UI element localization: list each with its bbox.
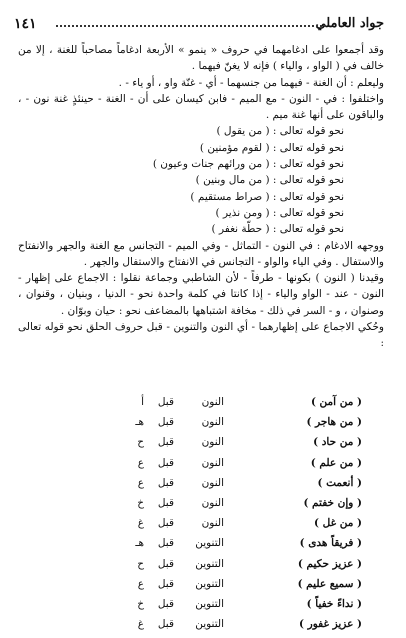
table-row xyxy=(40,578,384,598)
table-example: ( من علم ) xyxy=(310,456,362,469)
table-example: ( من حاد ) xyxy=(313,436,362,449)
paragraph: ووجهه الادغام : في النون - التماثل - وفي الميم - التجانس مع الغنة والجهر والانفتاح والاستفال . وفي الياء والواو - التجانس في الانفتاح والاستفال والجهر . xyxy=(18,239,384,268)
table-example: ( من غل ) xyxy=(314,517,362,530)
table-prep: قبل xyxy=(157,618,174,631)
table-letter: ح xyxy=(137,436,144,449)
table-example: ( وإن خفتم ) xyxy=(303,496,362,509)
table-subject: النون xyxy=(201,456,224,469)
table-subject: النون xyxy=(201,496,224,509)
table-prep: قبل xyxy=(157,476,174,489)
table-row xyxy=(40,618,384,638)
table-row xyxy=(40,436,384,456)
paragraph: وحُكي الاجماع على إظهارهما - أي النون والتنوين - قبل حروف الحلق نحو قوله تعالى : xyxy=(18,321,384,350)
table-subject: النون xyxy=(201,416,224,429)
table-example: ( أنعمت ) xyxy=(317,476,362,489)
table-prep: قبل xyxy=(157,396,174,408)
table-subject: النون xyxy=(201,476,224,489)
example-line: نحو قوله تعالى : ( من ورائهم جنات وعيون ) xyxy=(152,158,344,171)
table-example: ( من هاجر ) xyxy=(306,416,362,429)
table-letter: ح xyxy=(137,557,144,570)
table-row xyxy=(40,396,384,416)
header-dotted-leader xyxy=(56,25,326,27)
table-example: ( نداءً خفياً ) xyxy=(306,597,362,610)
table-letter: خ xyxy=(137,597,144,610)
paragraph: وليعلم : أن الغنة - فيهما من جنسهما - أي - غنّة واو ، أو ياء - . xyxy=(118,76,384,89)
example-line: نحو قوله تعالى : ( حطّة نغفر ) xyxy=(211,223,344,236)
running-header xyxy=(14,16,384,38)
table-letter: ع xyxy=(137,577,144,590)
example-line: نحو قوله تعالى : ( صراط مستقيم ) xyxy=(190,190,344,203)
table-row xyxy=(40,517,384,537)
table-letter: ع xyxy=(137,476,144,489)
paragraph: واختلفوا : في - النون - مع الميم - فابن كيسان على أن - الغنة - حينئذٍ غنة نون - ، والباقون على أنها غنة ميم . xyxy=(18,92,384,122)
table-row xyxy=(40,558,384,578)
table-letter: غ xyxy=(137,517,144,530)
table-prep: قبل xyxy=(157,577,174,590)
example-line: نحو قوله تعالى : ( من مال وبنين ) xyxy=(195,174,344,187)
example-list xyxy=(18,123,384,237)
table-example: ( سميع عليم ) xyxy=(297,577,362,590)
example-line: نحو قوله تعالى : ( ومن نذير ) xyxy=(215,206,344,219)
paragraph: وقد أجمعوا على ادغامهما في حروف « ينمو » الأربعة ادغاماً مصاحباً للغنة ، إلا من خالف في ( الواو ، والياء ) فإنه لا يغنّ فيهما . xyxy=(18,44,384,73)
table-example: ( من آمن ) xyxy=(310,396,362,408)
table-letter: أ xyxy=(141,396,144,408)
header-title: جواد العاملي xyxy=(315,16,384,31)
table-row xyxy=(40,598,384,618)
table-subject: التنوين xyxy=(195,597,224,610)
page-body xyxy=(18,42,384,352)
example-line: نحو قوله تعالى : ( من يقول ) xyxy=(216,125,344,138)
examples-table xyxy=(40,396,384,638)
table-row xyxy=(40,477,384,497)
table-prep: قبل xyxy=(157,557,174,570)
table-subject: النون xyxy=(201,396,224,408)
table-prep: قبل xyxy=(157,517,174,530)
table-prep: قبل xyxy=(157,456,174,469)
table-row xyxy=(40,537,384,557)
example-line: نحو قوله تعالى : ( لقوم مؤمنين ) xyxy=(199,141,344,154)
table-prep: قبل xyxy=(157,416,174,429)
table-subject: التنوين xyxy=(195,557,224,570)
table-prep: قبل xyxy=(157,597,174,610)
table-letter: هـ xyxy=(135,537,144,550)
table-prep: قبل xyxy=(157,436,174,449)
table-row xyxy=(40,497,384,517)
table-letter: ع xyxy=(137,456,144,469)
page-number: ١٤١ xyxy=(14,16,37,32)
table-subject: التنوين xyxy=(195,618,224,631)
table-row xyxy=(40,416,384,436)
table-subject: التنوين xyxy=(195,537,224,550)
table-letter: غ xyxy=(137,618,144,631)
table-letter: خ xyxy=(137,496,144,509)
table-example: ( عزيز حكيم ) xyxy=(297,557,362,570)
table-subject: التنوين xyxy=(195,577,224,590)
table-prep: قبل xyxy=(157,537,174,550)
table-prep: قبل xyxy=(157,496,174,509)
table-row xyxy=(40,457,384,477)
table-subject: النون xyxy=(201,517,224,530)
table-subject: النون xyxy=(201,436,224,449)
paragraph: وقيدنا ( النون ) بكونها - طرفاً - لأن الشاطبي وجماعة نقلوا : الاجماع على إظهار - النون - عند - الواو والياء - إذا كانتا في كلمة واحدة نحو - الدنيا ، وبنيان ، وقنوان ، وصنوان ، و - السر في ذلك - مخافة اشتباهها بالمضاعف نحو : حيان وبوّان . xyxy=(18,272,384,317)
table-example: ( عزيز غفور ) xyxy=(299,618,362,631)
table-example: ( فريقاً هدى ) xyxy=(299,537,362,550)
table-letter: هـ xyxy=(135,416,144,429)
